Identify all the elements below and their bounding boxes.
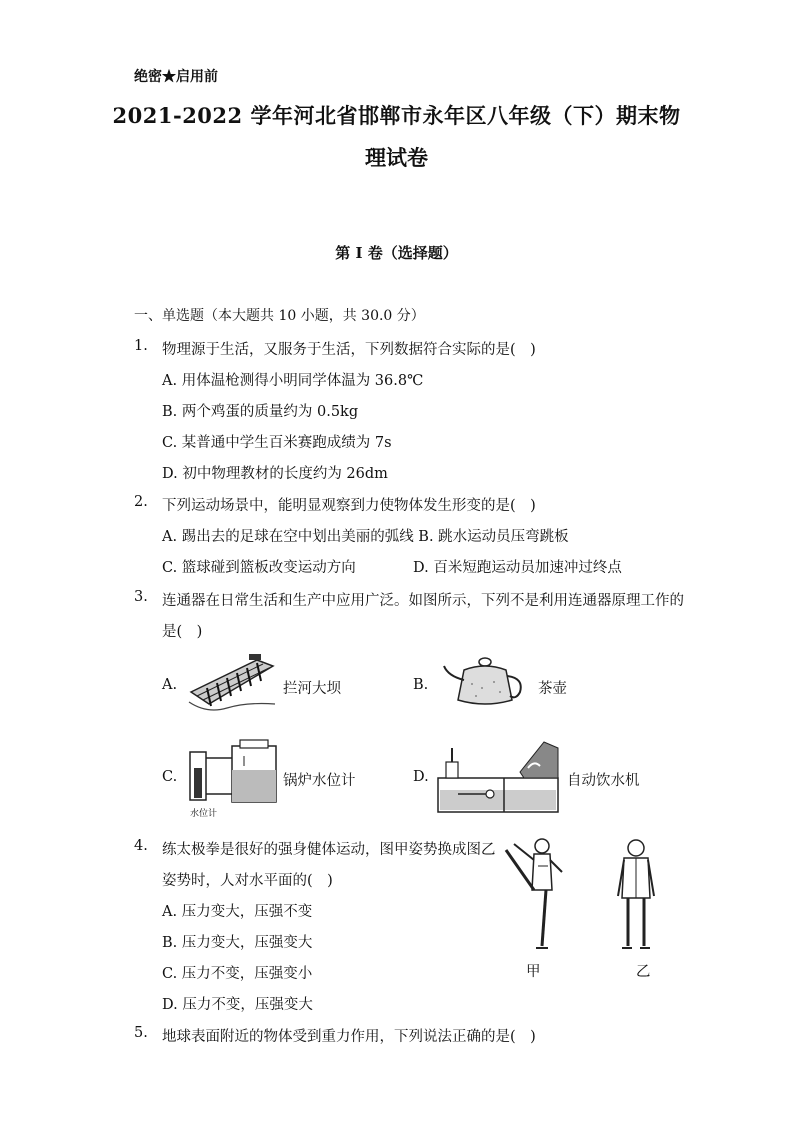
question-4-option-d: D. 压力不变，压强变大 — [162, 997, 313, 1013]
question-2-option-ab: A. 踢出去的足球在空中划出美丽的弧线 B. 跳水运动员压弯跳板 — [162, 529, 569, 545]
question-3-option-a-label: 拦河大坝 — [283, 681, 341, 697]
question-4-option-c: C. 压力不变，压强变小 — [162, 966, 313, 982]
question-1-option-c: C. 某普通中学生百米赛跑成绩为 7s — [162, 435, 392, 451]
exam-title-line2: 理试卷 — [365, 145, 428, 170]
question-5-number: 5. — [134, 1025, 148, 1041]
question-3-stem-line1: 连通器在日常生活和生产中应用广泛。如图所示，下列不是利用连通器原理工作的 — [162, 593, 684, 609]
boiler-gauge-figure — [184, 738, 280, 808]
question-4-stem-line1: 练太极拳是很好的强身健体运动，图甲姿势换成图乙 — [162, 842, 496, 858]
question-1-option-b: B. 两个鸡蛋的质量约为 0.5kg — [162, 404, 359, 420]
question-2-stem: 下列运动场景中，能明显观察到力使物体发生形变的是( ) — [162, 498, 536, 514]
dam-figure — [187, 652, 277, 716]
taiji-figure-jia — [500, 836, 564, 952]
question-3-option-a-letter: A. — [162, 677, 178, 693]
question-1-stem: 物理源于生活，又服务于生活，下列数据符合实际的是( ) — [162, 342, 536, 358]
question-5-stem: 地球表面附近的物体受到重力作用，下列说法正确的是( ) — [162, 1029, 536, 1045]
question-4-stem-line2: 姿势时，人对水平面的( ) — [162, 873, 333, 889]
drinking-fountain-figure — [434, 738, 562, 816]
question-1-number: 1. — [134, 338, 148, 354]
water-gauge-caption: 水位计 — [190, 809, 218, 819]
teapot-figure — [442, 654, 528, 710]
section-heading: 一、单选题（本大题共 10 小题，共 30.0 分） — [134, 308, 425, 324]
question-3-number: 3. — [134, 589, 148, 605]
question-3-option-c-label: 锅炉水位计 — [283, 773, 356, 789]
question-3-option-b-letter: B. — [413, 677, 429, 693]
question-3-option-b-label: 茶壶 — [538, 681, 567, 697]
secret-mark: 绝密★启用前 — [134, 69, 218, 85]
question-3-option-d-letter: D. — [413, 769, 429, 785]
figure-label-yi: 乙 — [636, 964, 651, 980]
question-3-stem-line2: 是( ) — [162, 624, 203, 640]
question-2-option-c: C. 篮球碰到篮板改变运动方向 — [162, 560, 356, 576]
figure-label-jia: 甲 — [526, 964, 541, 980]
question-3-option-c-letter: C. — [162, 769, 178, 785]
question-4-option-b: B. 压力变大，压强变大 — [162, 935, 313, 951]
exam-title-line1: 2021-2022 学年河北省邯郸市永年区八年级（下）期末物 — [112, 103, 681, 128]
question-2-number: 2. — [134, 494, 148, 510]
question-4-option-a: A. 压力变大，压强不变 — [162, 904, 313, 920]
question-1-option-a: A. 用体温枪测得小明同学体温为 36.8℃ — [162, 373, 424, 389]
question-3-option-d-label: 自动饮水机 — [567, 773, 640, 789]
question-2-option-d: D. 百米短跑运动员加速冲过终点 — [413, 560, 622, 576]
part-heading: 第 I 卷（选择题） — [335, 244, 458, 262]
taiji-figure-yi — [614, 838, 658, 952]
question-4-number: 4. — [134, 838, 148, 854]
question-1-option-d: D. 初中物理教材的长度约为 26dm — [162, 466, 388, 482]
